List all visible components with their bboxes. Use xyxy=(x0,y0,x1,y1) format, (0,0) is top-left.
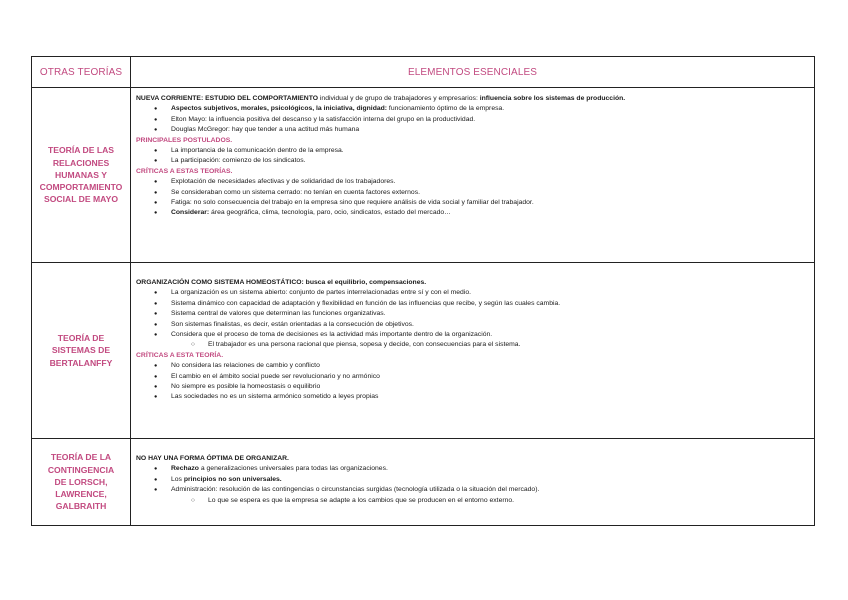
table-row xyxy=(32,439,815,526)
list-item xyxy=(136,104,808,114)
list-item: ● El cambio en el ámbito social puede ser revolucionario y no armónico xyxy=(136,372,808,382)
theory-content-mayo xyxy=(131,88,815,263)
item-text: Explotación de necesidades afectivas y de solidaridad de los trabajadores. xyxy=(171,178,396,186)
bullet-list xyxy=(136,104,808,135)
intro-bold: influencia sobre los sistemas de producción. xyxy=(479,95,626,102)
item-bold: Considerar: xyxy=(171,209,210,217)
bullet-list xyxy=(136,288,808,350)
intro-text xyxy=(136,94,808,104)
title-line: TEORÍA DE LAS xyxy=(47,145,115,156)
table-row xyxy=(32,263,815,439)
theory-title-bertalanffy xyxy=(32,263,131,439)
list-item: ● La importancia de la comunicación dentro de la empresa. xyxy=(136,146,808,156)
item-text: Se consideraban como un sistema cerrado: no tenían en cuenta factores externos. xyxy=(171,188,420,196)
section-heading: CRÍTICAS A ESTA TEORÍA. xyxy=(136,351,224,359)
list-item xyxy=(136,177,808,187)
list-item xyxy=(136,198,808,208)
title-line: COMPORTAMIENTO xyxy=(39,182,123,193)
list-item xyxy=(136,475,808,485)
section-heading: CRÍTICAS A ESTAS TEORÍAS. xyxy=(136,167,233,175)
list-item: ● No siempre es posible la homeostasis o equilibrio xyxy=(136,382,808,392)
sub-list-item: ○ Lo que se espera es que la empresa se adapte a los cambios que se producen en el entorno externo. xyxy=(136,496,808,506)
title-line: SOCIAL DE MAYO xyxy=(43,194,118,205)
theory-title-mayo xyxy=(32,88,131,263)
intro-span: individual y de grupo de trabajadores y empresarios: xyxy=(318,95,480,102)
item-text: a generalizaciones universales para todas las organizaciones. xyxy=(198,465,388,473)
item-bold: principios no son universales. xyxy=(183,475,282,483)
bullet-list xyxy=(136,177,808,219)
intro-text: ORGANIZACIÓN COMO SISTEMA HOMEOSTÁTICO: busca el equilibrio, compensaciones. xyxy=(136,279,427,286)
item-text: área geográfica, clima, tecnología, paro, ocio, sindicatos, estado del mercado… xyxy=(209,209,451,217)
item-bold: Aspectos subjetivos, morales, psicológicos, la iniciativa, dignidad: xyxy=(171,105,388,113)
list-item: ● La participación: comienzo de los sindicatos. xyxy=(136,156,808,166)
title-line: TEORÍA DE LA xyxy=(50,452,112,463)
list-item: ● No considera las relaciones de cambio y conflicto xyxy=(136,361,808,371)
list-item: ● Son sistemas finalistas, es decir, están orientadas a la consecución de objetivos. xyxy=(136,320,808,330)
theory-title-contingencia xyxy=(32,439,131,526)
title-line: LAWRENCE, xyxy=(55,489,107,500)
list-item xyxy=(136,464,808,474)
title-line: TEORÍA DE xyxy=(57,333,105,344)
list-item xyxy=(136,115,808,125)
item-text: Fatiga: no solo consecuencia del trabajo en la empresa sino que requiere análisis de vida social y familiar del trabajador. xyxy=(171,199,534,207)
list-item: ● Sistema central de valores que determinan las funciones organizativas. xyxy=(136,309,808,319)
list-item xyxy=(136,208,808,218)
list-item: ● Considera que el proceso de toma de decisiones es la actividad más importante dentro de la organización. xyxy=(136,330,808,340)
title-line: RELACIONES xyxy=(52,157,110,168)
list-item xyxy=(136,125,808,135)
bullet-list xyxy=(136,464,808,506)
item-bold: Rechazo xyxy=(171,465,199,473)
sub-list-item: ○ El trabajador es una persona racional que piensa, sopesa y decide, con consecuencias para el sistema. xyxy=(136,340,808,350)
title-line: SISTEMAS DE xyxy=(51,345,111,356)
table-header-row xyxy=(32,57,815,88)
title-line: GALBRAITH xyxy=(55,501,107,512)
theory-content-contingencia xyxy=(131,439,815,526)
title-line: HUMANAS Y xyxy=(55,169,107,180)
list-item: ● Sistema dinámico con capacidad de adaptación y flexibilidad en función de las influencias que recibe, y según las cuales cambia. xyxy=(136,299,808,309)
bullet-list xyxy=(136,146,808,167)
theories-table xyxy=(31,56,815,526)
header-otras-teorias: OTRAS TEORÍAS xyxy=(32,57,131,88)
list-item: ● Administración: resolución de las contingencias o circunstancias surgidas (tecnología utilizada o la situación del mercado). xyxy=(136,485,808,495)
title-line: BERTALANFFY xyxy=(49,357,113,368)
item-text: Los xyxy=(171,475,184,483)
section-heading: PRINCIPALES POSTULADOS. xyxy=(136,136,233,144)
theory-content-bertalanffy xyxy=(131,263,815,439)
title-line: CONTINGENCIA xyxy=(47,464,115,475)
list-item xyxy=(136,188,808,198)
item-text: funcionamiento óptimo de la empresa. xyxy=(387,105,505,113)
bullet-list xyxy=(136,361,808,403)
intro-text: NO HAY UNA FORMA ÓPTIMA DE ORGANIZAR. xyxy=(136,455,289,462)
intro-bold: NUEVA CORRIENTE: ESTUDIO DEL COMPORTAMIENTO xyxy=(136,95,319,102)
item-text: Douglas McGregor: hay que tender a una actitud más humana xyxy=(171,126,360,134)
list-item: ● La organización es un sistema abierto: conjunto de partes interrelacionadas entre sí y con el medio. xyxy=(136,288,808,298)
list-item: ● Las sociedades no es un sistema armónico sometido a leyes propias xyxy=(136,392,808,402)
table-row xyxy=(32,88,815,263)
item-text: Elton Mayo: la influencia positiva del descanso y la satisfacción interna del grupo en la productividad. xyxy=(171,115,476,123)
title-line: DE LORSCH, xyxy=(54,476,108,487)
header-elementos-esenciales: ELEMENTOS ESENCIALES xyxy=(131,57,815,88)
